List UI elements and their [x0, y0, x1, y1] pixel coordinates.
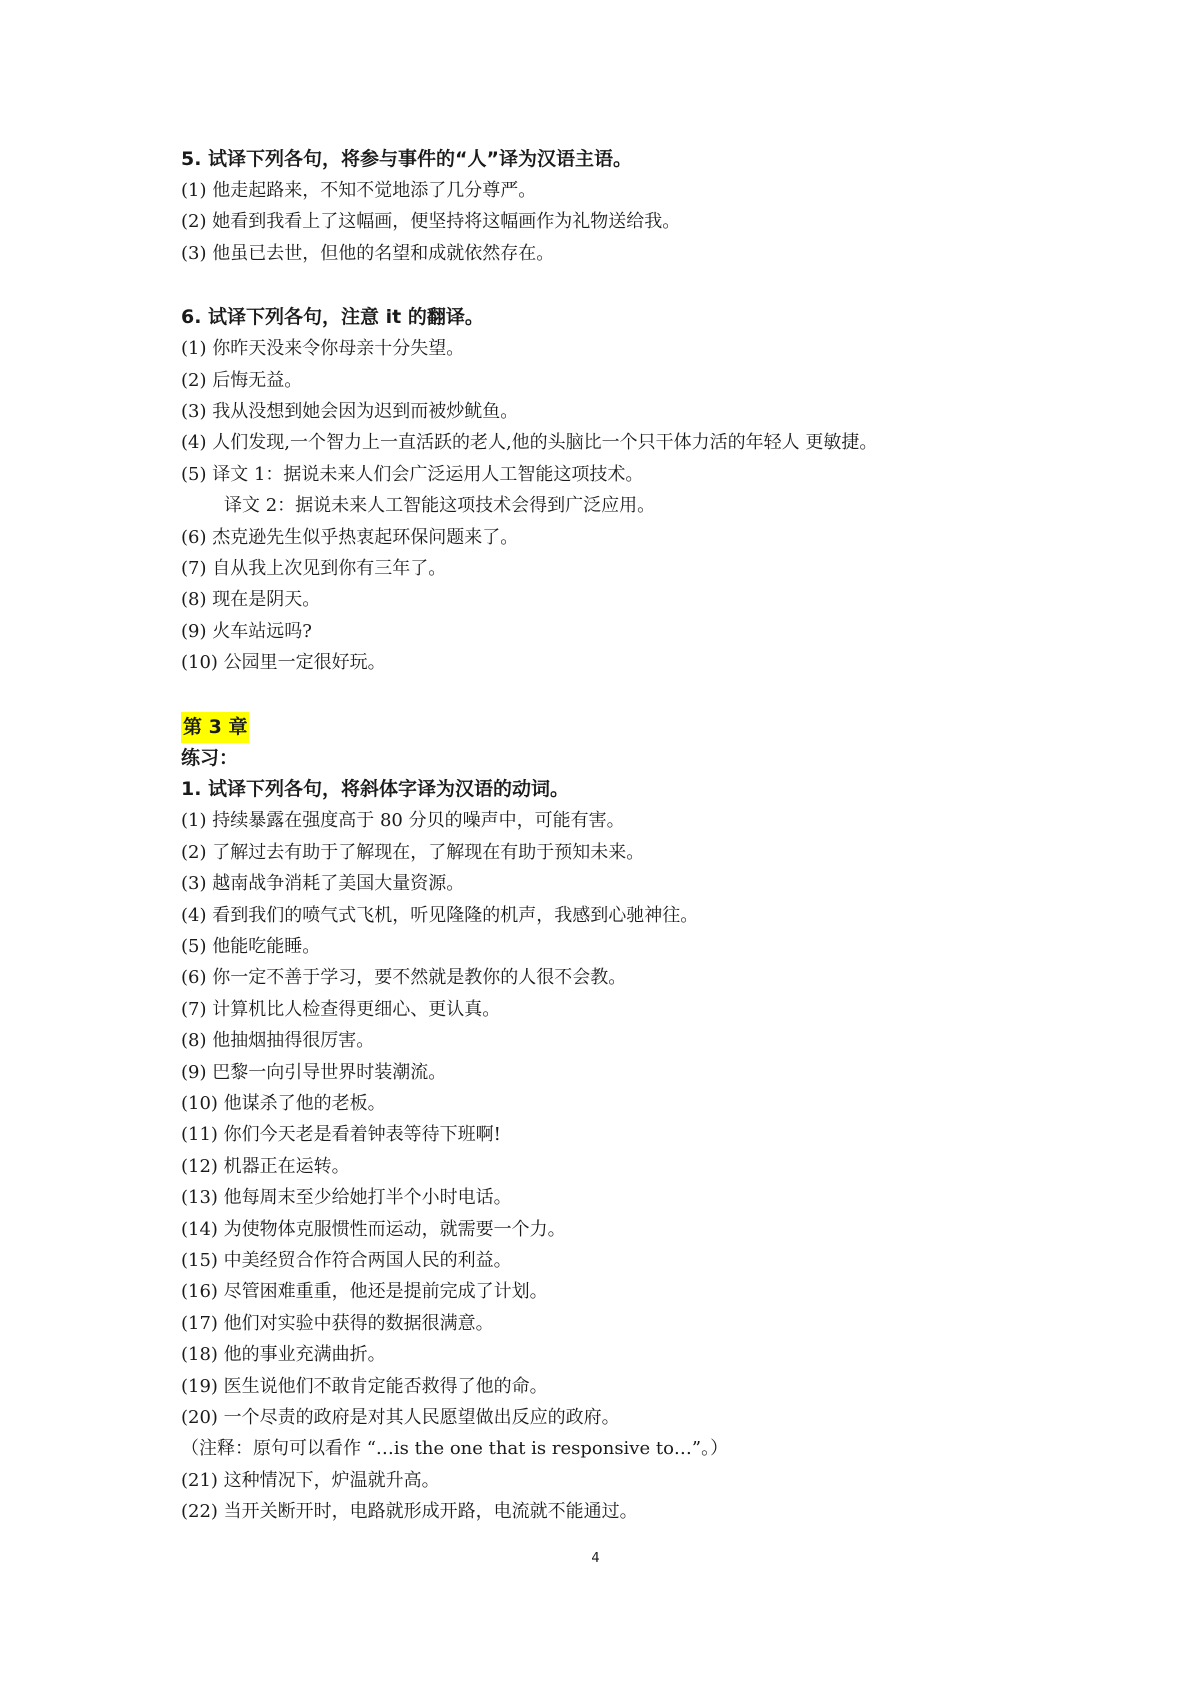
list-item: (3) 他虽已去世，但他的名望和成就依然存在。 — [181, 242, 555, 264]
list-item: (8) 他抽烟抽得很厉害。 — [181, 1030, 375, 1052]
list-item: (17) 他们对实验中获得的数据很满意。 — [181, 1312, 494, 1334]
list-item: (12) 机器正在运转。 — [181, 1155, 350, 1177]
chapter-title: 第 3 章 — [181, 712, 249, 743]
list-item: (4) 看到我们的喷气式飞机，听见隆隆的机声，我感到心驰神往。 — [181, 904, 699, 926]
section-6-title: 6. 试译下列各句，注意 it 的翻译。 — [181, 306, 484, 329]
spacer — [181, 269, 1041, 302]
list-item: (2) 她看到我看上了这幅画，便坚持将这幅画作为礼物送给我。 — [181, 211, 681, 233]
list-item: (18) 他的事业充满曲折。 — [181, 1344, 386, 1366]
list-item-continuation: 译文 2：据说未来人工智能这项技术会得到广泛应用。 — [224, 495, 656, 517]
list-item: (16) 尽管困难重重，他还是提前完成了计划。 — [181, 1281, 548, 1303]
list-item: (1) 持续暴露在强度高于 80 分贝的噪声中，可能有害。 — [181, 810, 625, 832]
list-item: (1) 你昨天没来令你母亲十分失望。 — [181, 338, 465, 360]
list-item: (2) 后悔无益。 — [181, 369, 303, 391]
chapter-heading — [181, 712, 1041, 743]
list-item: (7) 计算机比人检查得更细心、更认真。 — [181, 998, 501, 1020]
list-item: (20) 一个尽责的政府是对其人民愿望做出反应的政府。 — [181, 1406, 620, 1428]
list-item: (14) 为使物体克服惯性而运动，就需要一个力。 — [181, 1218, 566, 1240]
section-5-title: 5. 试译下列各句，将参与事件的“人”译为汉语主语。 — [181, 148, 633, 170]
list-item: (19) 医生说他们不敢肯定能否救得了他的命。 — [181, 1375, 548, 1397]
list-item: (6) 你一定不善于学习，要不然就是教你的人很不会教。 — [181, 967, 627, 989]
list-item: (4) 人们发现,一个智力上一直活跃的老人,他的头脑比一个只干体力活的年轻人 更敏捷。 — [181, 432, 878, 454]
page-content — [181, 144, 1041, 1527]
list-item: (6) 杰克逊先生似乎热衷起环保问题来了。 — [181, 526, 519, 548]
list-item: (7) 自从我上次见到你有三年了。 — [181, 557, 447, 579]
list-item: (3) 我从没想到她会因为迟到而被炒鱿鱼。 — [181, 400, 519, 422]
list-item: (11) 你们今天老是看着钟表等待下班啊! — [181, 1124, 501, 1146]
list-item: (2) 了解过去有助于了解现在，了解现在有助于预知未来。 — [181, 841, 645, 863]
section-1-title: 1. 试译下列各句，将斜体字译为汉语的动词。 — [181, 778, 570, 801]
list-item: (10) 他谋杀了他的老板。 — [181, 1092, 386, 1114]
list-item: (21) 这种情况下，炉温就升高。 — [181, 1469, 440, 1491]
list-item: (3) 越南战争消耗了美国大量资源。 — [181, 873, 465, 895]
list-item: (5) 他能吃能睡。 — [181, 936, 321, 958]
list-item: (10) 公园里一定很好玩。 — [181, 652, 386, 674]
list-item: (15) 中美经贸合作符合两国人民的利益。 — [181, 1249, 512, 1271]
list-item: (1) 他走起路来，不知不觉地添了几分尊严。 — [181, 180, 537, 201]
exercise-label: 练习： — [181, 747, 239, 770]
list-item: (5) 译文 1：据说未来人们会广泛运用人工智能这项技术。 — [181, 463, 644, 485]
list-item: (8) 现在是阴天。 — [181, 589, 321, 611]
page-number: 4 — [591, 1551, 600, 1566]
list-item: (9) 巴黎一向引导世界时装潮流。 — [181, 1061, 447, 1083]
annotation-note: （注释：原句可以看作 “…is the one that is responsive to…”。） — [181, 1438, 729, 1460]
list-item: (9) 火车站远吗? — [181, 620, 312, 642]
list-item: (22) 当开关断开时，电路就形成开路，电流就不能通过。 — [181, 1501, 638, 1523]
spacer — [181, 678, 1041, 712]
list-item: (13) 他每周末至少给她打半个小时电话。 — [181, 1187, 512, 1209]
